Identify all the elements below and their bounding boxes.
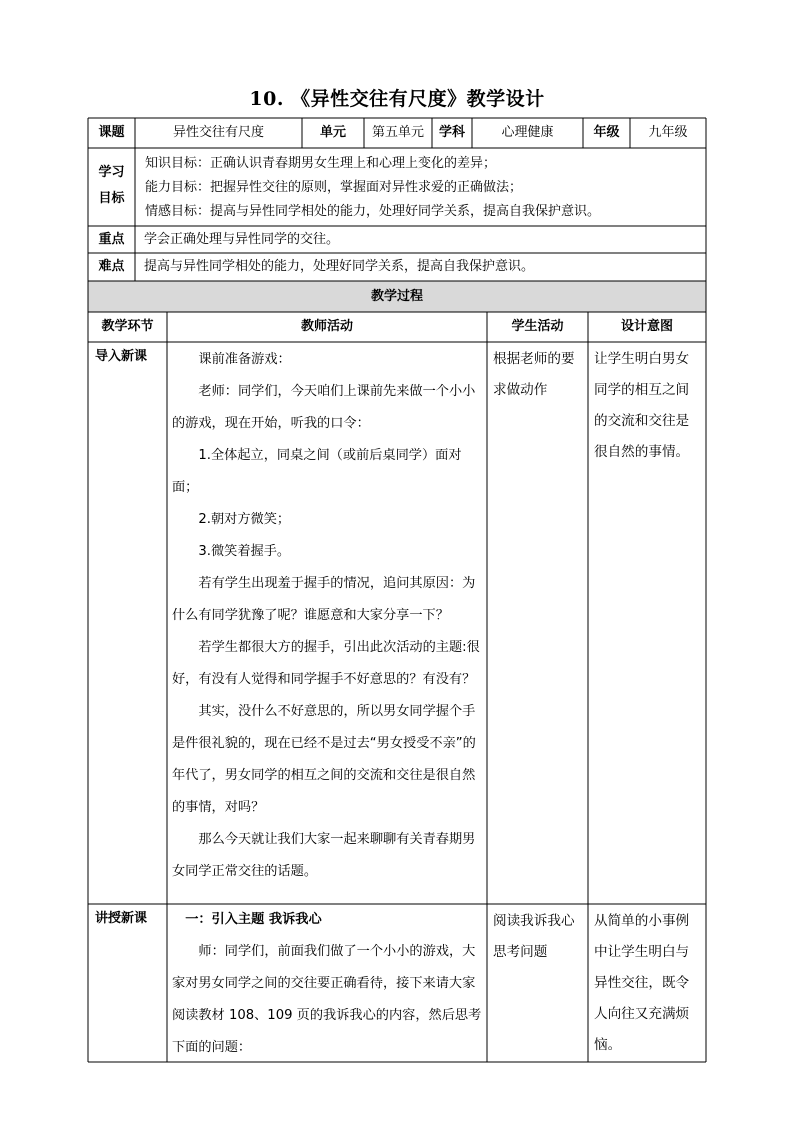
goal-ability: 能力目标：把握异性交往的原则，掌握面对异性求爱的正确做法； bbox=[145, 180, 523, 195]
design-intent-intro: 让学生明白男女同学的相互之间的交流和交往是很自然的事情。 bbox=[594, 351, 690, 460]
teacher-paragraph: 那么今天就让我们大家一起来聊聊有关青春期男女同学正常交往的话题。 bbox=[172, 832, 476, 879]
teacher-paragraph: 1.全体起立，同桌之间（或前后桌同学）面对面； bbox=[172, 448, 462, 495]
teacher-paragraph: 其实，没什么不好意思的，所以男女同学握个手是件很礼貌的，现在已经不是过去“男女授受不亲”的年代了，男女同学的相互之间的交流和交往是很自然的事情，对吗？ bbox=[172, 704, 476, 815]
difficulty-label: 难点 bbox=[98, 259, 125, 274]
goals-label bbox=[88, 160, 135, 212]
stage-lecture: 讲授新课 bbox=[95, 911, 148, 926]
teacher-paragraph: 老师：同学们，今天咱们上课前先来做一个小小的游戏，现在开始，听我的口令： bbox=[172, 384, 476, 431]
teacher-paragraph: 2.朝对方微笑； bbox=[198, 512, 291, 527]
teacher-activity-lecture bbox=[172, 904, 482, 1064]
key-point-label: 重点 bbox=[98, 231, 125, 247]
column-header-teacher: 教师活动 bbox=[300, 319, 353, 334]
grade-value: 九年级 bbox=[648, 125, 688, 140]
goal-emotion: 情感目标：提高与异性同学相处的能力，处理好同学关系，提高自我保护意识。 bbox=[145, 204, 601, 219]
teacher-paragraph: 若学生都很大方的握手，引出此次活动的主题:很好，有没有人觉得和同学握手不好意思的？有没有？ bbox=[172, 640, 480, 687]
column-header-intent: 设计意图 bbox=[620, 319, 673, 334]
unit-value: 第五单元 bbox=[371, 125, 424, 140]
stage-intro: 导入新课 bbox=[95, 349, 148, 364]
design-intent-lecture: 从简单的小事例中让学生明白与异性交往，既令人向往又充满烦恼。 bbox=[594, 913, 690, 1053]
goals-label-line-1: 学习 bbox=[98, 165, 125, 180]
subject-value: 心理健康 bbox=[501, 125, 554, 140]
column-header-stage: 教学环节 bbox=[101, 319, 154, 334]
process-header: 教学过程 bbox=[370, 288, 423, 304]
teacher-heading: 一：引入主题 我诉我心 bbox=[185, 912, 322, 927]
goals-label-line-2: 目标 bbox=[98, 191, 125, 206]
subject-label: 学科 bbox=[438, 125, 465, 140]
teacher-paragraph: 课前准备游戏： bbox=[198, 352, 291, 367]
teacher-paragraph: 3.微笑着握手。 bbox=[198, 544, 291, 559]
course-value: 异性交往有尺度 bbox=[172, 125, 264, 140]
unit-label: 单元 bbox=[319, 125, 346, 140]
goal-knowledge: 知识目标：正确认识青春期男女生理上和心理上变化的差异； bbox=[145, 156, 497, 171]
key-point-value: 学会正确处理与异性同学的交往。 bbox=[144, 231, 340, 247]
teacher-paragraph: 若有学生出现羞于握手的情况，追问其原因：为什么有同学犹豫了呢？谁愿意和大家分享一下？ bbox=[172, 576, 476, 623]
teacher-paragraph: 师：同学们，前面我们做了一个小小的游戏，大家对男女同学之间的交往要正确看待，接下来请大家阅读教材 108、109 页的我诉我心的内容，然后思考下面的问题： bbox=[172, 944, 482, 1055]
document-title: 10. 《异性交往有尺度》教学设计 bbox=[249, 88, 545, 110]
student-activity-intro: 根据老师的要求做动作 bbox=[493, 351, 575, 398]
course-label: 课题 bbox=[98, 125, 125, 140]
teacher-activity-intro bbox=[172, 344, 482, 888]
difficulty-value: 提高与异性同学相处的能力，处理好同学关系，提高自我保护意识。 bbox=[144, 259, 535, 274]
grade-label: 年级 bbox=[593, 125, 620, 140]
student-activity-lecture: 阅读我诉我心思考问题 bbox=[493, 913, 575, 960]
column-header-student: 学生活动 bbox=[511, 319, 564, 334]
